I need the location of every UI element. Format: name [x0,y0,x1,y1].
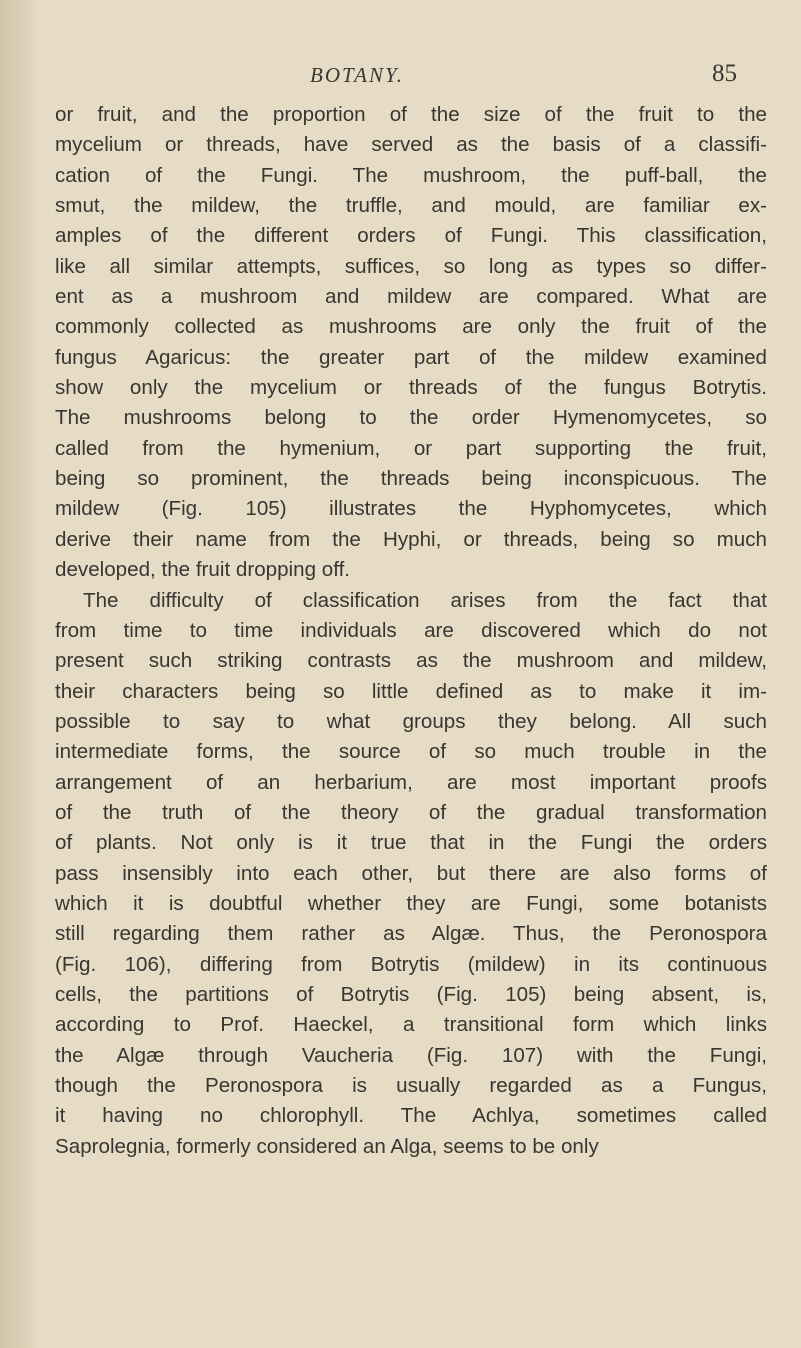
text-line: derive their name from the Hyphi, or threads, being so much [55,527,767,551]
text-line: developed, the fruit dropping off. [55,558,351,582]
text-line: The mushrooms belong to the order Hymenomycetes, so [55,406,767,430]
text-line: fungus Agaricus: the greater part of the mildew examined [55,345,767,369]
text-line: being so prominent, the threads being inconspicuous. The [55,467,767,491]
text-line: pass insensibly into each other, but there are also forms of [55,861,767,885]
text-line: intermediate forms, the source of so much trouble in the [55,740,767,764]
text-line: which it is doubtful whether they are Fungi, some botanists [55,891,767,915]
text-line: like all similar attempts, suffices, so long as types so differ- [55,254,767,278]
text-line: still regarding them rather as Algæ. Thus, the Peronospora [55,922,767,946]
text-line: present such striking contrasts as the mushroom and mildew, [55,649,767,673]
running-title: BOTANY. [310,63,404,87]
text-line: mildew (Fig. 105) illustrates the Hyphomycetes, which [55,497,767,521]
text-line: according to Prof. Haeckel, a transitional form which links [55,1013,767,1037]
text-line: mycelium or threads, have served as the basis of a classifi- [55,133,767,157]
page-edge-shadow [0,0,42,1348]
text-line: of plants. Not only is it true that in the Fungi the orders [55,831,767,855]
text-line: their characters being so little defined as to make it im- [55,679,767,703]
text-line: called from the hymenium, or part supporting the fruit, [55,436,767,460]
text-line: arrangement of an herbarium, are most important proofs [55,770,767,794]
text-line: of the truth of the theory of the gradual transformation [55,800,767,824]
text-line: commonly collected as mushrooms are only the fruit of the [55,315,767,339]
text-line: cells, the partitions of Botrytis (Fig. 105) being absent, is, [55,982,767,1006]
text-line: amples of the different orders of Fungi. This classification, [55,224,767,248]
text-line: it having no chlorophyll. The Achlya, sometimes called [55,1104,767,1128]
text-line: from time to time individuals are discovered which do not [55,618,767,642]
body-text [55,100,767,1162]
text-line: smut, the mildew, the truffle, and mould, are familiar ex- [55,194,767,218]
text-line: or fruit, and the proportion of the size of the fruit to the [55,103,767,126]
text-line: though the Peronospora is usually regarded as a Fungus, [55,1074,767,1097]
paragraph-start-line: The difficulty of classification arises from the fact that [83,588,767,612]
text-line: possible to say to what groups they belong. All such [55,709,767,733]
text-line: ent as a mushroom and mildew are compared. What are [55,285,767,309]
text-line: the Algæ through Vaucheria (Fig. 107) with the Fungi, [55,1043,767,1067]
text-line: Saprolegnia, formerly considered an Alga, seems to be only [55,1134,599,1158]
text-line: show only the mycelium or threads of the fungus Botrytis. [55,376,767,400]
page-number: 85 [712,60,737,87]
text-line: (Fig. 106), differing from Botrytis (mildew) in its continuous [55,952,767,976]
text-line: cation of the Fungi. The mushroom, the puff-ball, the [55,163,767,187]
